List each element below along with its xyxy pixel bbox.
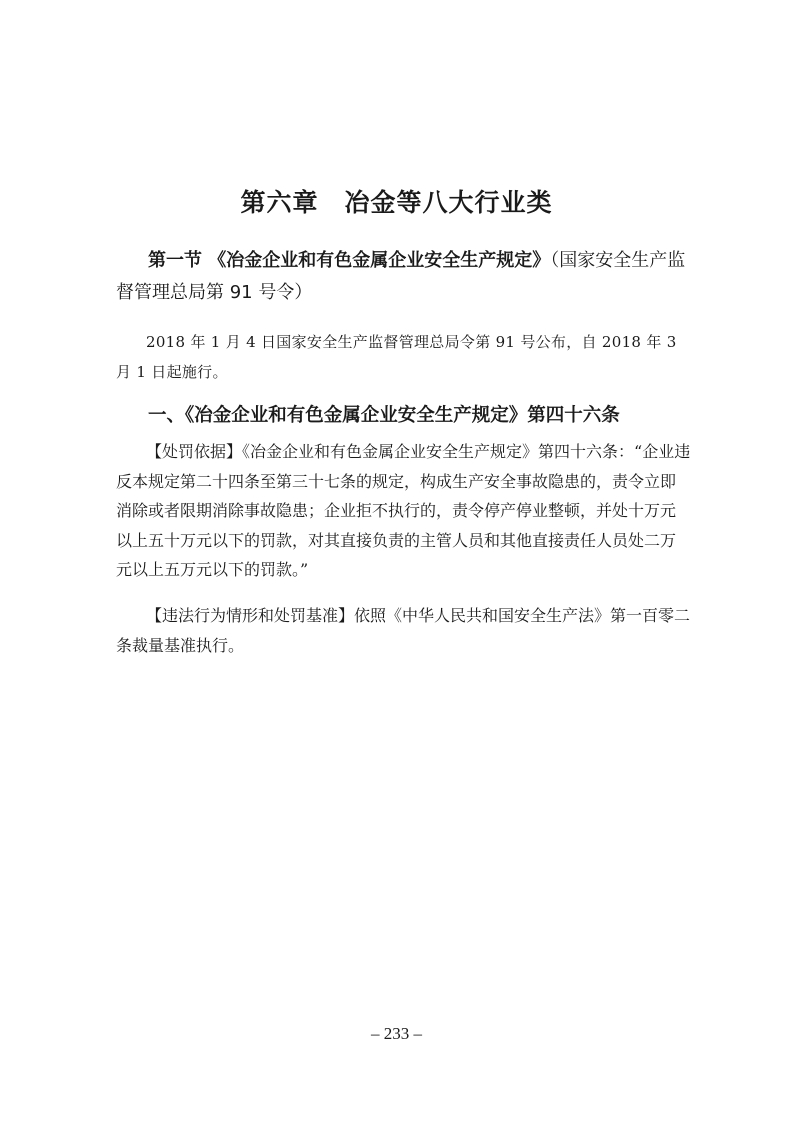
penalty-standard-label: 【违法行为情形和处罚基准】	[146, 606, 355, 625]
chapter-title: 第六章 冶金等八大行业类	[240, 188, 553, 217]
penalty-basis-paragraph	[116, 437, 691, 585]
penalty-basis-text: 《冶金企业和有色金属企业安全生产规定》第四十六条：“企业违反本规定第二十四条至第三十七条的规定，构成生产安全事故隐患的，责令立即消除或者限期消除事故隐患；企业拒不执行的，责令停产停业整顿，并处十万元以上五十万元以下的罚款，对其直接负责的主管人员和其他直接责任人员处二万元以上五万元以下的罚款。”	[116, 442, 691, 579]
penalty-standard-text: 依照《中华人民共和国安全生产法》第一百零二条裁量基准执行。	[116, 606, 691, 655]
penalty-basis-label: 【处罚依据】	[146, 442, 243, 461]
page-number: – 233 –	[371, 1024, 422, 1043]
section-title-lead: 第一节 《冶金企业和有色金属企业安全生产规定》	[148, 250, 551, 271]
promulgation-note: 2018 年 1 月 4 日国家安全生产监督管理总局令第 91 号公布，自 2018 年 3 月 1 日起施行。	[116, 333, 677, 381]
section-title-source: （国家安全生产监督管理总局第 91 号令）	[116, 250, 686, 303]
penalty-standard-paragraph	[116, 601, 691, 660]
article-heading: 一、《冶金企业和有色金属企业安全生产规定》第四十六条	[148, 405, 620, 426]
section-title	[116, 245, 691, 309]
